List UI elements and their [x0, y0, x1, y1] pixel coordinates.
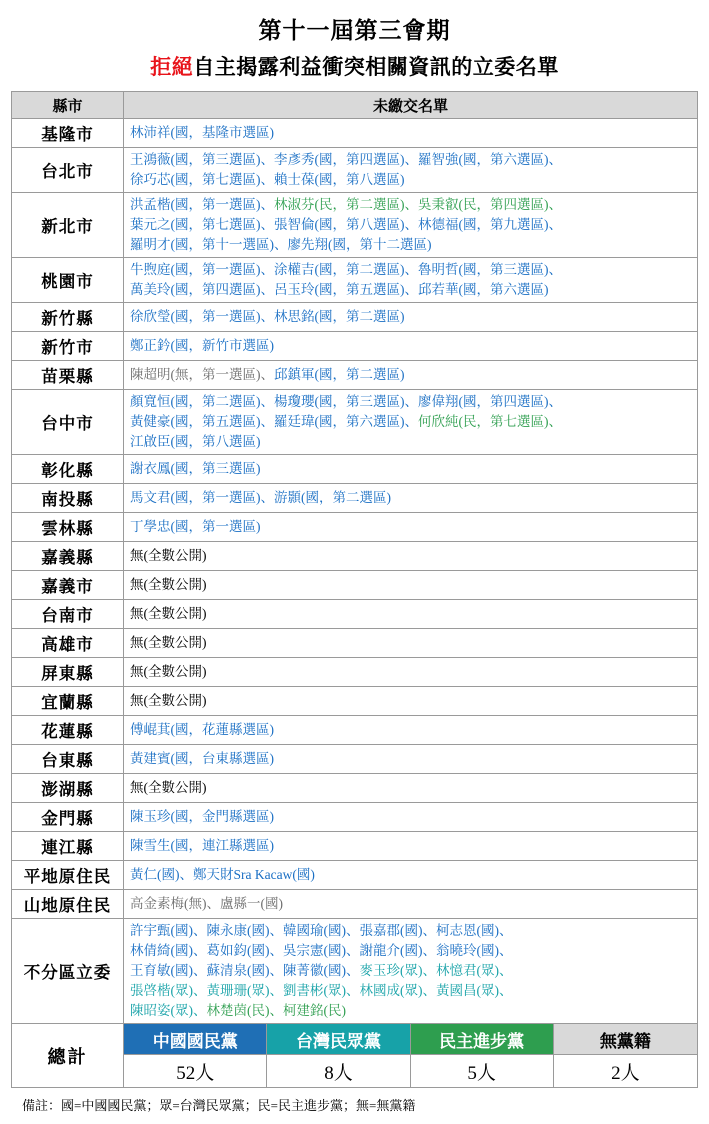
legislator-line — [130, 894, 693, 914]
legislator-segment: 徐巧芯(國，第七選區)、賴士葆(國，第八選區) — [130, 172, 405, 187]
table-row — [12, 861, 698, 890]
table-row — [12, 390, 698, 455]
legislator-list-cell — [124, 832, 698, 861]
table-row — [12, 919, 698, 1024]
city-name-cell: 花蓮縣 — [12, 716, 124, 745]
legislator-line — [130, 365, 693, 385]
table-row — [12, 687, 698, 716]
legislator-segment: 徐欣瑩(國，第一選區)、林思銘(國，第二選區) — [130, 309, 405, 324]
party-count-2: 5人 — [410, 1055, 553, 1088]
page-title-session: 第十一屆第三會期 — [258, 18, 451, 43]
table-row — [12, 513, 698, 542]
legislator-segment: 傅崐萁(國，花蓮縣選區) — [130, 722, 274, 737]
legislator-line — [130, 412, 693, 432]
legislator-list-cell — [124, 119, 698, 148]
legislator-segment: 無(全數公開) — [130, 780, 207, 795]
party-count-1: 8人 — [267, 1055, 410, 1088]
table-row — [12, 745, 698, 774]
legislator-line — [130, 215, 693, 235]
legislator-line — [130, 488, 693, 508]
summary-label: 總計 — [12, 1024, 124, 1088]
table-row — [12, 332, 698, 361]
legislator-list-cell — [124, 803, 698, 832]
city-name-cell: 不分區立委 — [12, 919, 124, 1024]
legislator-list-cell — [124, 390, 698, 455]
city-name-cell: 彰化縣 — [12, 455, 124, 484]
legislator-line — [130, 260, 693, 280]
legislator-line — [130, 941, 693, 961]
city-name-cell: 新竹市 — [12, 332, 124, 361]
legislator-segment: 羅明才(國，第十一選區)、廖先翔(國，第十二選區) — [130, 237, 432, 252]
header-list: 未繳交名單 — [124, 92, 698, 119]
city-name-cell: 新北市 — [12, 193, 124, 258]
legislator-line — [130, 170, 693, 190]
table-row — [12, 542, 698, 571]
city-name-cell: 嘉義市 — [12, 571, 124, 600]
party-header-3: 無黨籍 — [553, 1024, 697, 1055]
legislator-list-cell — [124, 303, 698, 332]
legislator-segment: 王鴻薇(國，第三選區)、李彥秀(國，第四選區)、羅智強(國，第六選區)、 — [130, 152, 562, 167]
legislator-line — [130, 336, 693, 356]
legislator-line — [130, 749, 693, 769]
legislator-list-cell — [124, 600, 698, 629]
legislator-line — [130, 662, 693, 682]
legislator-segment: 林沛祥(國，基隆市選區) — [130, 125, 274, 140]
table-row — [12, 716, 698, 745]
table-row — [12, 832, 698, 861]
city-name-cell: 台東縣 — [12, 745, 124, 774]
legislator-segment: 鄭正鈐(國，新竹市選區) — [130, 338, 274, 353]
page-title-main — [10, 51, 699, 81]
legislator-line — [130, 981, 693, 1001]
legislator-segment: 葉元之(國，第七選區)、張智倫(國，第八選區)、林德福(國，第九選區)、 — [130, 217, 562, 232]
city-name-cell: 連江縣 — [12, 832, 124, 861]
legislator-line — [130, 807, 693, 827]
legislator-list-cell — [124, 332, 698, 361]
legislator-line — [130, 865, 693, 885]
legislator-segment: 陳超明(無，第一選區)、 — [130, 367, 274, 382]
party-header-2: 民主進步黨 — [410, 1024, 553, 1055]
legislator-list-cell — [124, 861, 698, 890]
city-name-cell: 屏東縣 — [12, 658, 124, 687]
legislator-segment: 陳雪生(國，連江縣選區) — [130, 838, 274, 853]
legislator-line — [130, 235, 693, 255]
city-name-cell: 基隆市 — [12, 119, 124, 148]
title-reject-word: 拒絕 — [150, 55, 194, 79]
legislator-segment: 吳秉叡(民，第四選區)、 — [418, 197, 562, 212]
table-row — [12, 629, 698, 658]
legislator-line — [130, 280, 693, 300]
legislator-line — [130, 720, 693, 740]
legislator-line — [130, 459, 693, 479]
table-row — [12, 484, 698, 513]
legislator-line — [130, 575, 693, 595]
legislator-list-cell — [124, 745, 698, 774]
title-rest: 自主揭露利益衝突相關資訊的立委名單 — [193, 55, 559, 79]
table-row — [12, 303, 698, 332]
legislator-segment: 黃健豪(國，第五選區)、羅廷瑋(國，第六選區)、 — [130, 414, 418, 429]
city-name-cell: 澎湖縣 — [12, 774, 124, 803]
city-name-cell: 平地原住民 — [12, 861, 124, 890]
summary-table — [11, 1023, 698, 1088]
legislator-segment: 萬美玲(國，第四選區)、呂玉玲(國，第五選區)、邱若華(國，第六選區) — [130, 282, 549, 297]
legislator-segment: 無(全數公開) — [130, 635, 207, 650]
legislator-segment: 張啓楷(眾)、黃珊珊(眾)、劉書彬(眾)、林國成(眾)、黃國昌(眾)、 — [130, 983, 513, 998]
city-name-cell: 雲林縣 — [12, 513, 124, 542]
party-header-1: 台灣民眾黨 — [267, 1024, 410, 1055]
table-row — [12, 890, 698, 919]
footnote: 備註：國=中國國民黨；眾=台灣民眾黨；民=民主進步黨；無=無黨籍 — [22, 1098, 416, 1113]
city-name-cell: 台中市 — [12, 390, 124, 455]
legislator-segment: 王育敏(國)、蘇清泉(國)、陳菁徽(國)、 — [130, 963, 360, 978]
legislator-segment: 無(全數公開) — [130, 577, 207, 592]
legislator-line — [130, 546, 693, 566]
table-row — [12, 361, 698, 390]
legislator-line — [130, 432, 693, 452]
table-row — [12, 258, 698, 303]
legislator-list-cell — [124, 890, 698, 919]
legislator-segment: 顏寬恒(國，第二選區)、楊瓊瓔(國，第三選區)、廖偉翔(國，第四選區)、 — [130, 394, 562, 409]
table-row — [12, 803, 698, 832]
legislator-list-cell — [124, 716, 698, 745]
table-row — [12, 119, 698, 148]
legislator-list-cell — [124, 258, 698, 303]
legislator-list-cell — [124, 687, 698, 716]
legislator-line — [130, 195, 693, 215]
legislator-list-cell — [124, 484, 698, 513]
summary-header-row — [12, 1024, 698, 1055]
legislator-segment: 無(全數公開) — [130, 693, 207, 708]
legislator-segment: 謝衣鳳(國，第三選區) — [130, 461, 261, 476]
table-row — [12, 193, 698, 258]
legislator-segment: 麥玉珍(眾)、林憶君(眾)、 — [359, 963, 513, 978]
legislator-segment: 林淑芬(民，第二選區)、 — [274, 197, 418, 212]
legislator-list-cell — [124, 774, 698, 803]
legislator-line — [130, 604, 693, 624]
legislator-segment: 黃仁(國)、鄭天財Sra Kacaw(國) — [130, 867, 315, 882]
party-header-0: 中國國民黨 — [124, 1024, 267, 1055]
legislator-line — [130, 836, 693, 856]
legislator-segment: 高金素梅(無)、盧縣一(國) — [130, 896, 283, 911]
table-row — [12, 455, 698, 484]
city-name-cell: 新竹縣 — [12, 303, 124, 332]
legislator-list-cell — [124, 148, 698, 193]
legislator-segment: 無(全數公開) — [130, 548, 207, 563]
legislator-line — [130, 921, 693, 941]
table-row — [12, 774, 698, 803]
legislator-segment: 陳玉珍(國，金門縣選區) — [130, 809, 274, 824]
legislator-line — [130, 123, 693, 143]
table-row — [12, 600, 698, 629]
legislator-table — [11, 91, 698, 1024]
legislator-line — [130, 1001, 693, 1021]
legislator-line — [130, 633, 693, 653]
legislator-segment: 無(全數公開) — [130, 606, 207, 621]
legislator-segment: 何欣純(民，第七選區)、 — [417, 414, 562, 429]
legislator-line — [130, 778, 693, 798]
legislator-segment: 林倩綺(國)、葛如鈞(國)、吳宗憲(國)、謝龍介(國)、翁曉玲(國)、 — [130, 943, 513, 958]
table-header-row — [12, 92, 698, 119]
legislator-line — [130, 392, 693, 412]
city-name-cell: 南投縣 — [12, 484, 124, 513]
legislator-list-cell — [124, 542, 698, 571]
legislator-segment: 許宇甄(國)、陳永康(國)、韓國瑜(國)、張嘉郡(國)、柯志恩(國)、 — [130, 923, 513, 938]
party-count-3: 2人 — [553, 1055, 697, 1088]
city-name-cell: 台南市 — [12, 600, 124, 629]
legislator-segment: 丁學忠(國，第一選區) — [130, 519, 261, 534]
legislator-line — [130, 307, 693, 327]
legislator-segment: 黃建賓(國，台東縣選區) — [130, 751, 274, 766]
table-row — [12, 148, 698, 193]
legislator-list-cell — [124, 571, 698, 600]
city-name-cell: 山地原住民 — [12, 890, 124, 919]
legislator-segment: 邱鎮軍(國，第二選區) — [274, 367, 405, 382]
city-name-cell: 嘉義縣 — [12, 542, 124, 571]
table-row — [12, 658, 698, 687]
legislator-line — [130, 691, 693, 711]
table-row — [12, 571, 698, 600]
city-name-cell: 桃園市 — [12, 258, 124, 303]
legislator-segment: 馬文君(國，第一選區)、游顥(國，第二選區) — [130, 490, 391, 505]
party-count-0: 52人 — [124, 1055, 267, 1088]
legislator-list-cell — [124, 193, 698, 258]
city-name-cell: 台北市 — [12, 148, 124, 193]
city-name-cell: 苗栗縣 — [12, 361, 124, 390]
city-name-cell: 宜蘭縣 — [12, 687, 124, 716]
legislator-segment: 洪孟楷(國，第一選區)、 — [130, 197, 274, 212]
header-city: 縣市 — [12, 92, 124, 119]
legislator-list-cell — [124, 361, 698, 390]
legislator-segment: 牛煦庭(國，第一選區)、涂權吉(國，第二選區)、魯明哲(國，第三選區)、 — [130, 262, 562, 277]
legislator-line — [130, 961, 693, 981]
legislator-list-cell — [124, 658, 698, 687]
legislator-segment: 林楚茵(民)、柯建銘(民) — [206, 1003, 346, 1018]
legislator-list-cell — [124, 455, 698, 484]
legislator-list-cell — [124, 919, 698, 1024]
legislator-list-cell — [124, 513, 698, 542]
city-name-cell: 高雄市 — [12, 629, 124, 658]
legislator-line — [130, 517, 693, 537]
legislator-list-cell — [124, 629, 698, 658]
legislator-segment: 陳昭姿(眾)、 — [130, 1003, 207, 1018]
legislator-segment: 江啟臣(國，第八選區) — [130, 434, 261, 449]
legislator-line — [130, 150, 693, 170]
legislator-segment: 無(全數公開) — [130, 664, 207, 679]
city-name-cell: 金門縣 — [12, 803, 124, 832]
